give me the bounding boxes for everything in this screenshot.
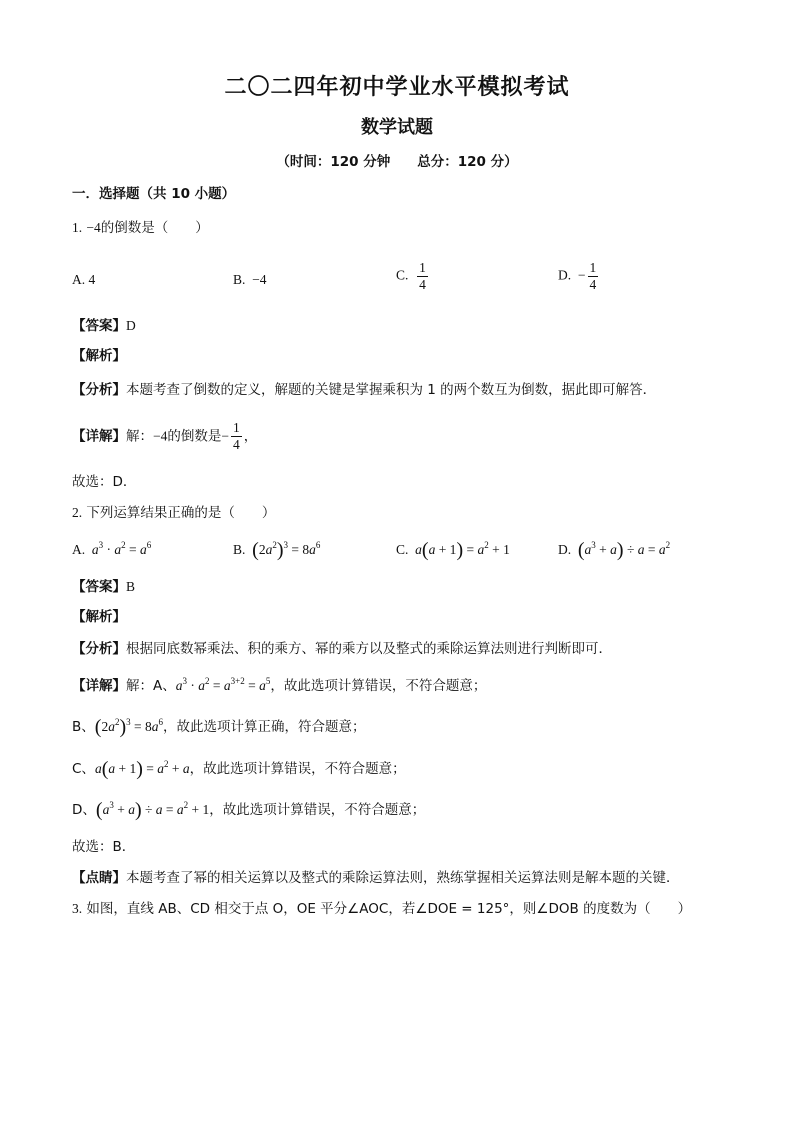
fraction-denominator: 4 bbox=[419, 277, 426, 292]
q2-fenxi-text: 根据同底数幂乘法、积的乘方、幂的乘方以及整式的乘除运算法则进行判断即可． bbox=[126, 641, 612, 657]
q2-detail-c-math: $a(a + 1) = a^2 + a$ bbox=[94, 758, 190, 780]
q1-option-a: A. 4 bbox=[72, 272, 96, 287]
q1-option-b-value: −4 bbox=[252, 272, 267, 287]
q1-choose-line bbox=[72, 472, 136, 492]
q2-detail-a bbox=[72, 676, 486, 696]
q1-expr: −4 bbox=[86, 220, 101, 235]
q1-detail-post: ， bbox=[243, 428, 258, 445]
jie-label: 解： bbox=[126, 428, 153, 445]
fraction-denominator: 4 bbox=[589, 277, 597, 292]
q3-stem-text: 如图，直线 AB、CD 相交于点 O，OE 平分∠AOC，若∠DOE = 125°，则∠DOB 的度数为（ ） bbox=[86, 901, 692, 917]
q1-detail-fraction bbox=[231, 420, 242, 453]
q1-option-b: B. −4 bbox=[233, 272, 267, 287]
q2-dianjing-line bbox=[72, 868, 680, 888]
q2-detail-b bbox=[72, 717, 365, 737]
q2-detail-b-pre: B、 bbox=[72, 719, 95, 735]
question-number: 1. bbox=[72, 220, 83, 235]
fenxi-label: 【分析】 bbox=[72, 382, 126, 398]
answer-label: 【答案】 bbox=[72, 318, 126, 334]
q2-detail-a-post: ，故此选项计算错误，不符合题意； bbox=[270, 678, 487, 694]
exam-info: （时间：120 分钟 总分：120 分） bbox=[276, 154, 518, 170]
q1-option-c-fraction bbox=[417, 260, 428, 293]
question-3-stem bbox=[72, 899, 691, 919]
q2-detail-c-pre: C、 bbox=[72, 761, 95, 777]
fraction-denominator: 4 bbox=[233, 437, 240, 452]
q2-option-c: C. $a(a + 1) = a^2 + 1$ bbox=[396, 539, 510, 561]
q1-option-a-value: 4 bbox=[88, 272, 96, 287]
fraction-numerator: 1 bbox=[419, 260, 426, 275]
dianjing-label: 【点睛】 bbox=[72, 870, 126, 886]
q2-choose-line bbox=[72, 837, 135, 857]
q1-option-d-sign: − bbox=[577, 267, 586, 283]
q2-stem-text: 下列运算结果正确的是（ ） bbox=[86, 505, 276, 521]
exam-title: 二〇二四年初中学业水平模拟考试 bbox=[224, 75, 570, 100]
q1-detail-text: −4的倒数是 bbox=[153, 428, 222, 444]
q2-detail-a-pre: A、 bbox=[153, 678, 176, 694]
q2-detail-d-math: $(a^3 + a) \div a = a^2 + 1$ bbox=[95, 799, 210, 821]
q2-answer-line bbox=[72, 577, 135, 597]
choose-label: 故选： bbox=[72, 839, 113, 855]
q2-answer: B bbox=[126, 579, 136, 594]
q2-detail-c bbox=[72, 759, 406, 779]
q2-detail-d-post: ，故此选项计算错误，不符合题意； bbox=[209, 802, 426, 818]
fraction-numerator: 1 bbox=[589, 260, 597, 275]
fenxi-label: 【分析】 bbox=[72, 641, 126, 657]
q1-analysis-label: 【解析】 bbox=[72, 348, 126, 364]
q2-option-d: D. $(a^3 + a) \div a = a^2$ bbox=[558, 539, 671, 561]
q1-fenxi-line bbox=[72, 380, 656, 400]
q1-option-d: D. − $\frac{1}{4}$ bbox=[558, 260, 597, 292]
q2-detail-b-math: $(2a^2)^3 = 8a^6$ bbox=[94, 716, 163, 738]
jie-label: 解： bbox=[126, 678, 153, 694]
answer-label: 【答案】 bbox=[72, 579, 126, 595]
choose-label: 故选： bbox=[72, 474, 113, 490]
q1-answer-line bbox=[72, 316, 136, 336]
q1-detail-line bbox=[72, 420, 257, 453]
q2-detail-d-pre: D、 bbox=[72, 802, 96, 818]
xiangjie-label: 【详解】 bbox=[72, 428, 126, 445]
q1-answer: D bbox=[126, 318, 136, 333]
fraction-numerator: 1 bbox=[233, 420, 240, 435]
xiangjie-label: 【详解】 bbox=[72, 678, 126, 694]
q2-dianjing-text: 本题考查了幂的相关运算以及整式的乘除运算法则，熟练掌握相关运算法则是解本题的关键． bbox=[126, 870, 680, 886]
q1-detail-sign: − bbox=[221, 428, 229, 444]
q1-choose: D． bbox=[112, 474, 137, 490]
question-1-stem bbox=[72, 218, 209, 238]
q2-option-a: A. $a^3 \cdot a^2 = a^6$ bbox=[72, 540, 152, 557]
q2-choose: B． bbox=[112, 839, 136, 855]
q2-option-b: B. $(2a^2)^3 = 8a^6$ bbox=[233, 539, 321, 561]
q2-analysis-label: 【解析】 bbox=[72, 609, 126, 625]
q2-fenxi-line bbox=[72, 639, 612, 659]
q1-option-d-fraction bbox=[588, 260, 599, 293]
q1-fenxi-text: 本题考查了倒数的定义，解题的关键是掌握乘积为 1 的两个数互为倒数，据此即可解答． bbox=[126, 382, 657, 398]
section-heading: 一．选择题（共 10 小题） bbox=[72, 186, 236, 202]
subject-title: 数学试题 bbox=[361, 117, 433, 138]
question-number: 3. bbox=[72, 901, 83, 916]
question-number: 2. bbox=[72, 505, 83, 520]
q2-detail-d bbox=[72, 800, 425, 820]
q1-stem-text: 的倒数是（ ） bbox=[100, 220, 209, 236]
q1-option-c: C. $\frac{1}{4}$ bbox=[396, 260, 426, 292]
q2-detail-a-math: $a^3 \cdot a^2 = a^{3+2} = a^5$ bbox=[175, 676, 271, 693]
q2-detail-b-post: ，故此选项计算正确，符合题意； bbox=[162, 719, 366, 735]
question-2-stem bbox=[72, 503, 275, 523]
q2-detail-c-post: ，故此选项计算错误，不符合题意； bbox=[189, 761, 406, 777]
